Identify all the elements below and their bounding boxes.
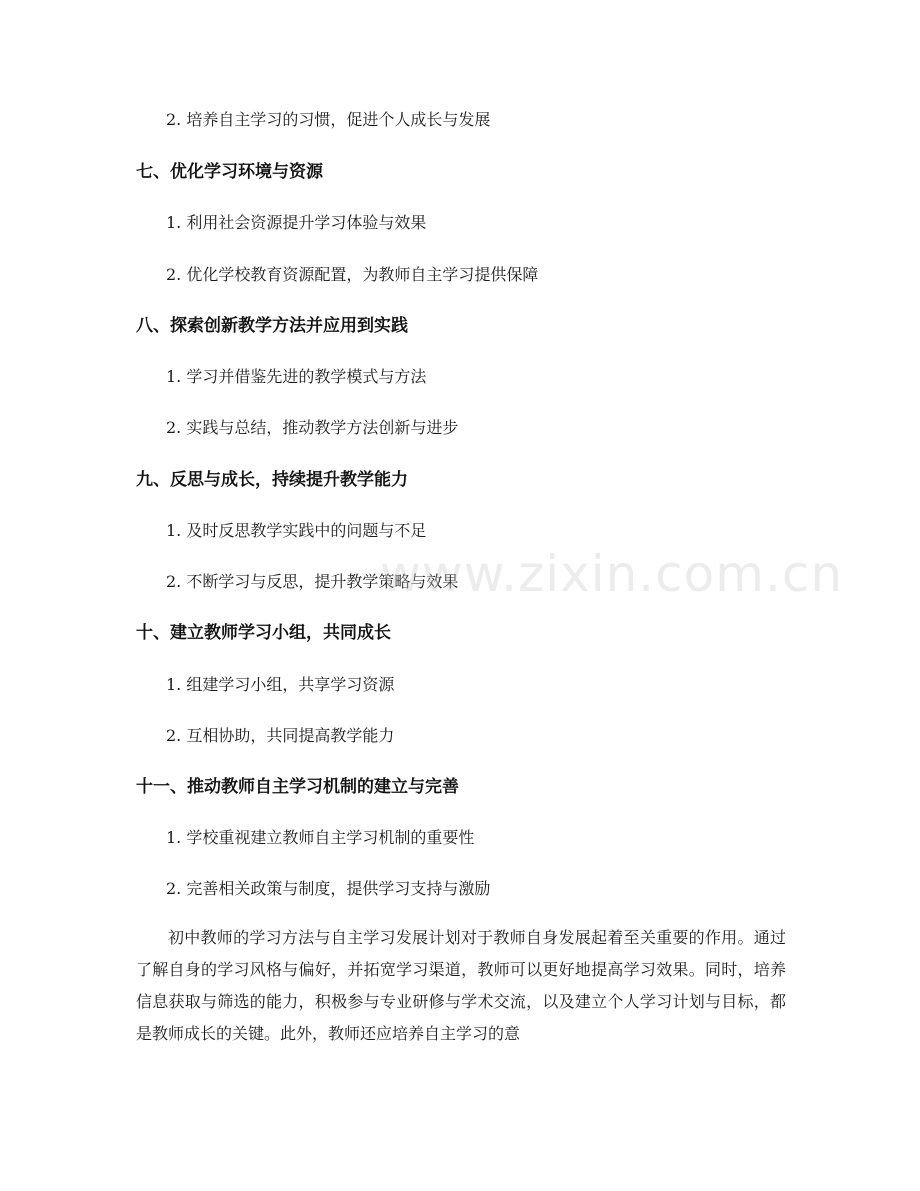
list-item: 1. 组建学习小组，共享学习资源 xyxy=(166,675,395,694)
watermark-text: www.zixin.com.cn xyxy=(380,545,844,603)
list-item: 2. 优化学校教育资源配置，为教师自主学习提供保障 xyxy=(166,265,539,284)
list-item: 2. 实践与总结，推动教学方法创新与进步 xyxy=(166,418,459,437)
list-item: 1. 学习并借鉴先进的教学模式与方法 xyxy=(166,367,427,386)
closing-paragraph: 初中教师的学习方法与自主学习发展计划对于教师自身发展起着至关重要的作用。通过了解自身的学习风格与偏好，并拓宽学习渠道，教师可以更好地提高学习效果。同时，培养信息获取与筛选的能力，积极参与专业研修与学术交流，以及建立个人学习计划与目标，都是教师成长的关键。此外，教师还应培养自主学习的意 xyxy=(136,928,786,1043)
list-item: 2. 互相协助，共同提高教学能力 xyxy=(166,726,395,745)
list-item: 1. 利用社会资源提升学习体验与效果 xyxy=(166,213,427,232)
list-item: 2. 培养自主学习的习惯，促进个人成长与发展 xyxy=(166,110,491,129)
list-item: 1. 学校重视建立教师自主学习机制的重要性 xyxy=(166,828,475,847)
section-heading-11: 十一、推动教师自主学习机制的建立与完善 xyxy=(136,777,459,797)
section-heading-7: 七、优化学习环境与资源 xyxy=(136,162,323,182)
section-heading-8: 八、探索创新教学方法并应用到实践 xyxy=(136,316,408,336)
section-heading-10: 十、建立教师学习小组，共同成长 xyxy=(136,623,391,643)
list-item: 1. 及时反思教学实践中的问题与不足 xyxy=(166,521,427,540)
list-item: 2. 完善相关政策与制度，提供学习支持与激励 xyxy=(166,879,491,898)
list-item: 2. 不断学习与反思，提升教学策略与效果 xyxy=(166,572,459,591)
section-heading-9: 九、反思与成长，持续提升教学能力 xyxy=(136,470,408,490)
